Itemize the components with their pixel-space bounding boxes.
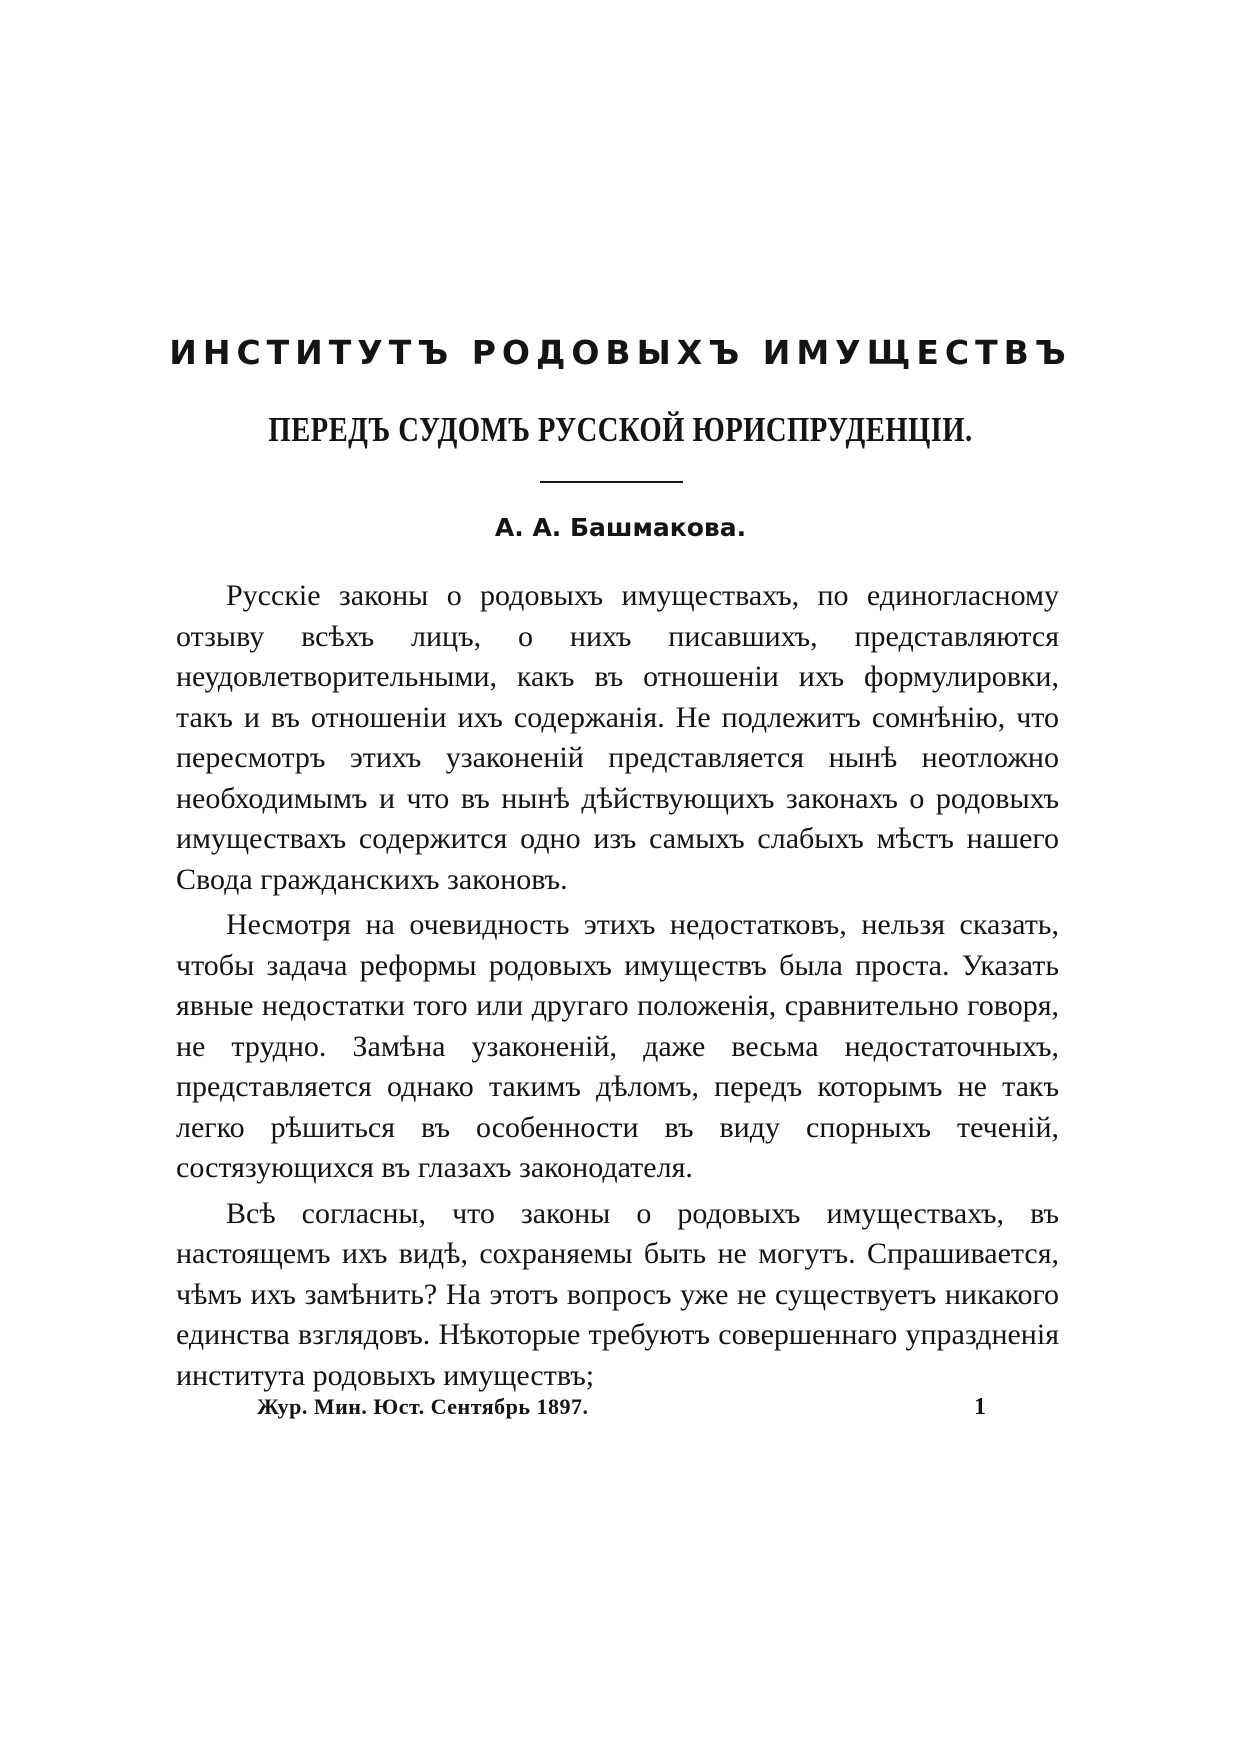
article-title: ИНСТИТУТЪ РОДОВЫХЪ ИМУЩЕСТВЪ bbox=[169, 333, 1072, 372]
paragraph-3: Всѣ согласны, что законы о родовыхъ имуществахъ, въ настоящемъ ихъ видѣ, сохраняемы быть не могутъ. Спрашивается, чѣмъ ихъ замѣнить? На этотъ вопросъ уже не существуетъ никакого единства взглядовъ. Нѣкоторые требуютъ совершеннаго упраздненія института родовыхъ имуществъ; bbox=[176, 1196, 1059, 1392]
journal-footer: Жур. Мин. Юст. Сентябрь 1897. bbox=[257, 1394, 589, 1419]
title-divider bbox=[540, 481, 683, 483]
article-author: А. А. Башмакова. bbox=[494, 513, 747, 542]
paragraph-2: Несмотря на очевидность этихъ недостатковъ, нельзя сказать, чтобы задача реформы родовыхъ имуществъ была проста. Указать явные недостатки того или другаго положенія, сравнительно говоря, не трудно. Замѣна узаконеній, даже весьма недостаточныхъ, представляется однако такимъ дѣломъ, передъ которымъ не такъ легко рѣшиться въ особенности въ виду спорныхъ теченій, состязующихся въ глазахъ законодателя. bbox=[176, 908, 1059, 1184]
article-body bbox=[176, 576, 1059, 1401]
paragraph-1: Русскіе законы о родовыхъ имуществахъ, по единогласному отзыву всѣхъ лицъ, о нихъ писавшихъ, представляются неудовлетворительными, какъ въ отношеніи ихъ формулировки, такъ и въ отношеніи ихъ содержанія. Не подлежитъ сомнѣнію, что пересмотръ этихъ узаконеній представляется нынѣ неотложно необходимымъ и что въ нынѣ дѣйствующихъ законахъ о родовыхъ имуществахъ содержится одно изъ самыхъ слабыхъ мѣстъ нашего Свода гражданскихъ законовъ. bbox=[176, 579, 1059, 896]
page-number: 1 bbox=[974, 1394, 986, 1420]
article-subtitle: ПЕРЕДЪ СУДОМЪ РУССКОЙ ЮРИСПРУДЕНЦІИ. bbox=[268, 410, 973, 449]
